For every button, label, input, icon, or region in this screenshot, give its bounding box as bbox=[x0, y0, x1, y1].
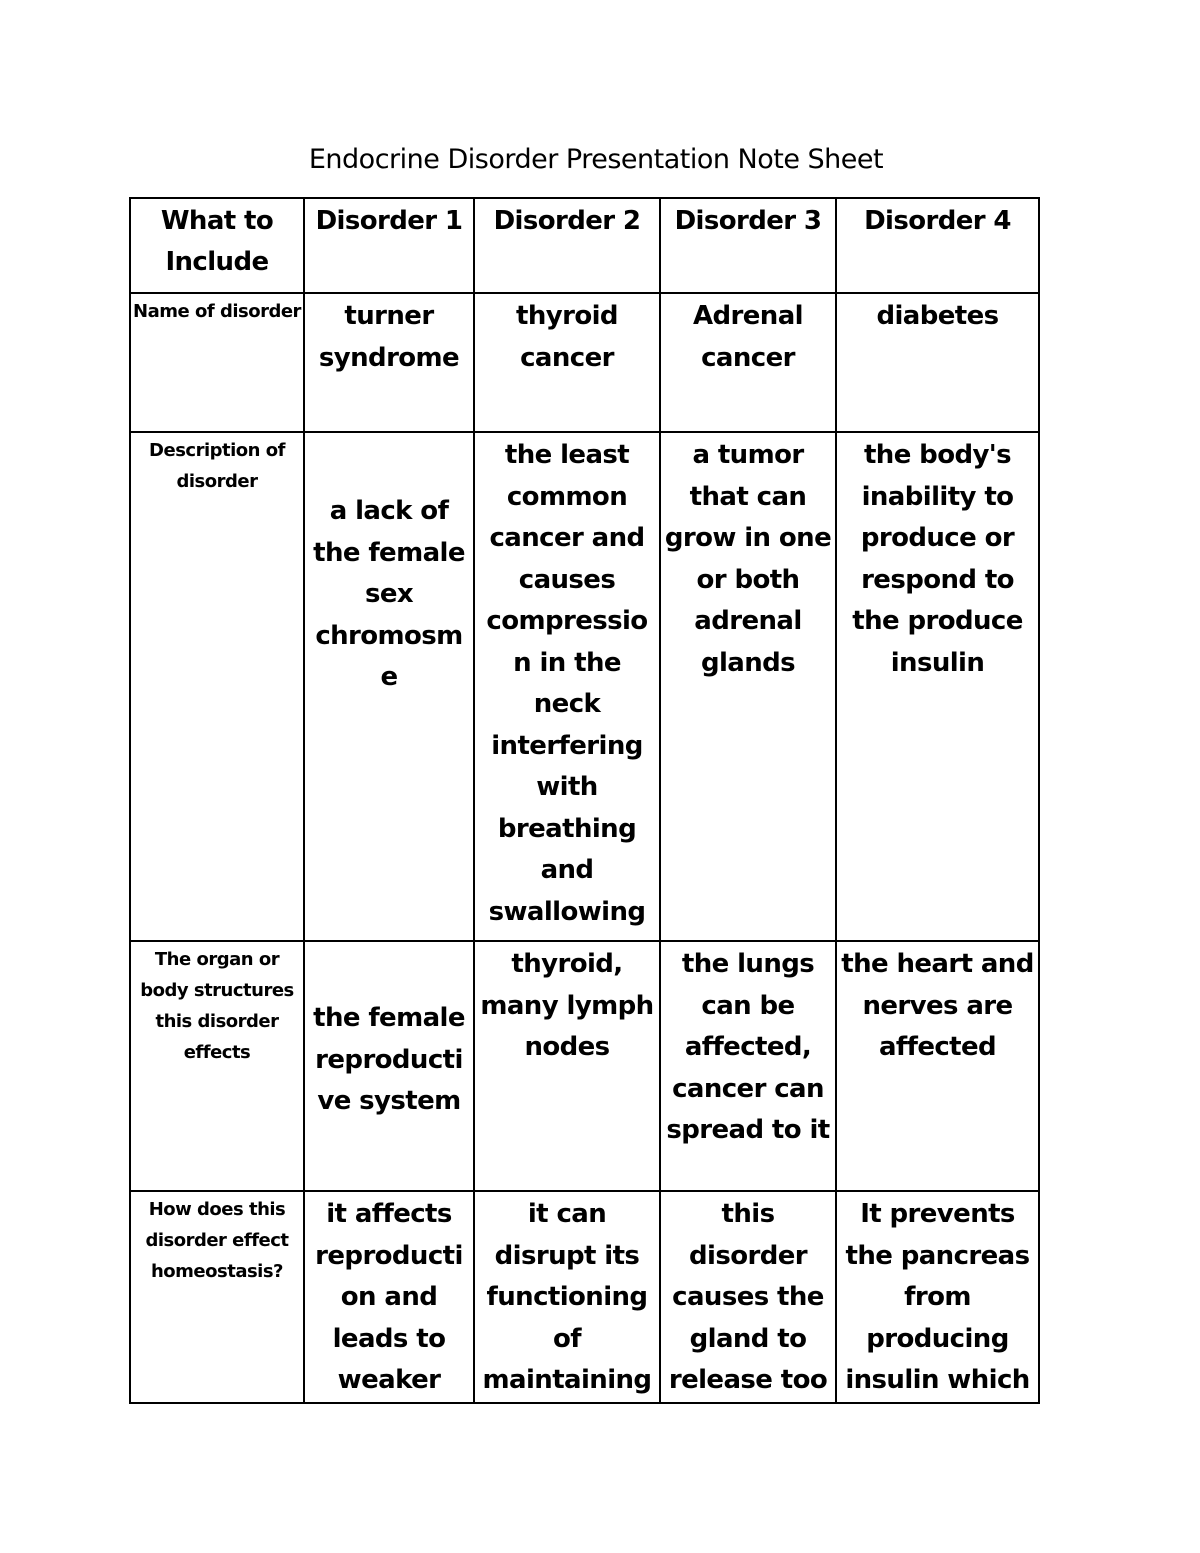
header-what-to-include: What to Include bbox=[130, 198, 304, 293]
cell-name-disorder-2: thyroid cancer bbox=[474, 293, 660, 432]
cell-organ-disorder-3: the lungs can be affected, cancer can spread to it bbox=[660, 941, 836, 1191]
cell-description-disorder-1: a lack of the female sex chromosm e bbox=[304, 432, 474, 941]
table-row bbox=[130, 941, 1039, 1191]
header-disorder-3: Disorder 3 bbox=[660, 198, 836, 293]
cell-description-disorder-2: the least common cancer and causes compressio n in the neck interfering with breathing and swallowing bbox=[474, 432, 660, 941]
header-disorder-4: Disorder 4 bbox=[836, 198, 1039, 293]
cell-organ-disorder-4: the heart and nerves are affected bbox=[836, 941, 1039, 1191]
row-label-organ: The organ or body structures this disorder effects bbox=[130, 941, 304, 1191]
table-row bbox=[130, 432, 1039, 941]
table-header-row bbox=[130, 198, 1039, 293]
cell-description-disorder-4: the body's inability to produce or respond to the produce insulin bbox=[836, 432, 1039, 941]
row-label-homeostasis: How does this disorder effect homeostasis? bbox=[130, 1191, 304, 1403]
header-disorder-2: Disorder 2 bbox=[474, 198, 660, 293]
row-label-description: Description of disorder bbox=[130, 432, 304, 941]
cell-organ-disorder-1: the female reproducti ve system bbox=[304, 941, 474, 1191]
header-disorder-1: Disorder 1 bbox=[304, 198, 474, 293]
cell-homeostasis-disorder-1: it affects reproducti on and leads to weaker bbox=[304, 1191, 474, 1403]
cell-homeostasis-disorder-2: it can disrupt its functioning of maintaining bbox=[474, 1191, 660, 1403]
cell-name-disorder-1: turner syndrome bbox=[304, 293, 474, 432]
page-title: Endocrine Disorder Presentation Note Sheet bbox=[308, 144, 884, 175]
cell-homeostasis-disorder-3: this disorder causes the gland to release too bbox=[660, 1191, 836, 1403]
table-row bbox=[130, 293, 1039, 432]
cell-name-disorder-3: Adrenal cancer bbox=[660, 293, 836, 432]
note-sheet-table bbox=[129, 197, 1040, 1404]
table-row bbox=[130, 1191, 1039, 1403]
row-label-name: Name of disorder bbox=[130, 293, 304, 432]
cell-organ-disorder-2: thyroid, many lymph nodes bbox=[474, 941, 660, 1191]
cell-description-disorder-3: a tumor that can grow in one or both adrenal glands bbox=[660, 432, 836, 941]
cell-name-disorder-4: diabetes bbox=[836, 293, 1039, 432]
cell-homeostasis-disorder-4: It prevents the pancreas from producing insulin which bbox=[836, 1191, 1039, 1403]
